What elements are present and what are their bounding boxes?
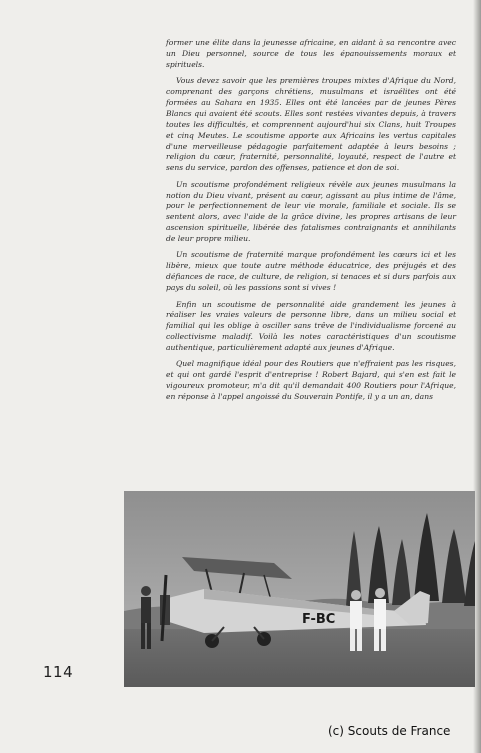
paragraph-1: former une élite dans la jeunesse africaine, en aidant à sa rencontre avec un Dieu personnel, source de tous les épanouissements moraux et spirituels. [166,38,456,69]
page-number: 114 [43,663,74,681]
paragraph-6: Quel magnifique idéal pour des Routiers que n'effraient pas les risques, et qui ont gardé l'esprit d'entreprise ! Robert Bajard, qui s'en est fait le vigoureux promoteur, m'a dit qu'il demandait 400 Routiers pour l'Afrique, en réponse à l'appel angoissé du Souverain Pontife, il y a un an, dans [166,359,456,402]
article-text [166,38,456,408]
copyright-watermark: (c) Scouts de France [328,724,451,738]
paragraph-4: Un scoutisme de fraternité marque profondément les cœurs ici et les libère, mieux que toute autre méthode éducatrice, des préjugés et des défiances de race, de culture, de religion, si tenaces et si durs parfois aux pays du soleil, où les passions sont si vives ! [166,250,456,293]
paragraph-3: Un scoutisme profondément religieux révèle aux jeunes musulmans la notion du Dieu vivant, présent au cœur, agissant au plus intime de l'âme, pour le perfectionnement de leur vie morale, familiale et sociale. Ils se sentent alors, avec l'aide de la grâce divine, les propres artisans de leur ascension spirituelle, libérée des fatalismes contraignants et annihilants de leur propre milieu. [166,179,456,244]
paragraph-5: Enfin un scoutisme de personnalité aide grandement les jeunes à réaliser les vraies valeurs de personne libre, dans un milieu social et familial qui les oblige à osciller sans trêve de l'individualisme forcené au collectivisme maladif. Voilà les notes caractéristiques d'un scoutisme authentique, particulièrement adapté aux jeunes d'Afrique. [166,299,456,353]
airplane-photo [124,491,475,687]
airplane-registration: F-BC [302,612,336,627]
paragraph-2: Vous devez savoir que les premières troupes mixtes d'Afrique du Nord, comprenant des garçons chrétiens, musulmans et israélites ont été formées au Sahara en 1935. Elles ont été lancées par de jeunes Pères Blancs qui avaient été scouts. Elles sont restées vivantes depuis, à travers toutes les difficultés, et comprennent aujourd'hui six Clans, huit Troupes et cinq Meutes. Le scoutisme apporte aux Africains les vertus capitales d'une merveilleuse pédagogie parfaitement adaptée à leurs besoins ; religion du cœur, fraternité, personnalité, loyauté, respect de l'autre et sens du service, pardon des offenses, patience et don de soi. [166,76,456,173]
